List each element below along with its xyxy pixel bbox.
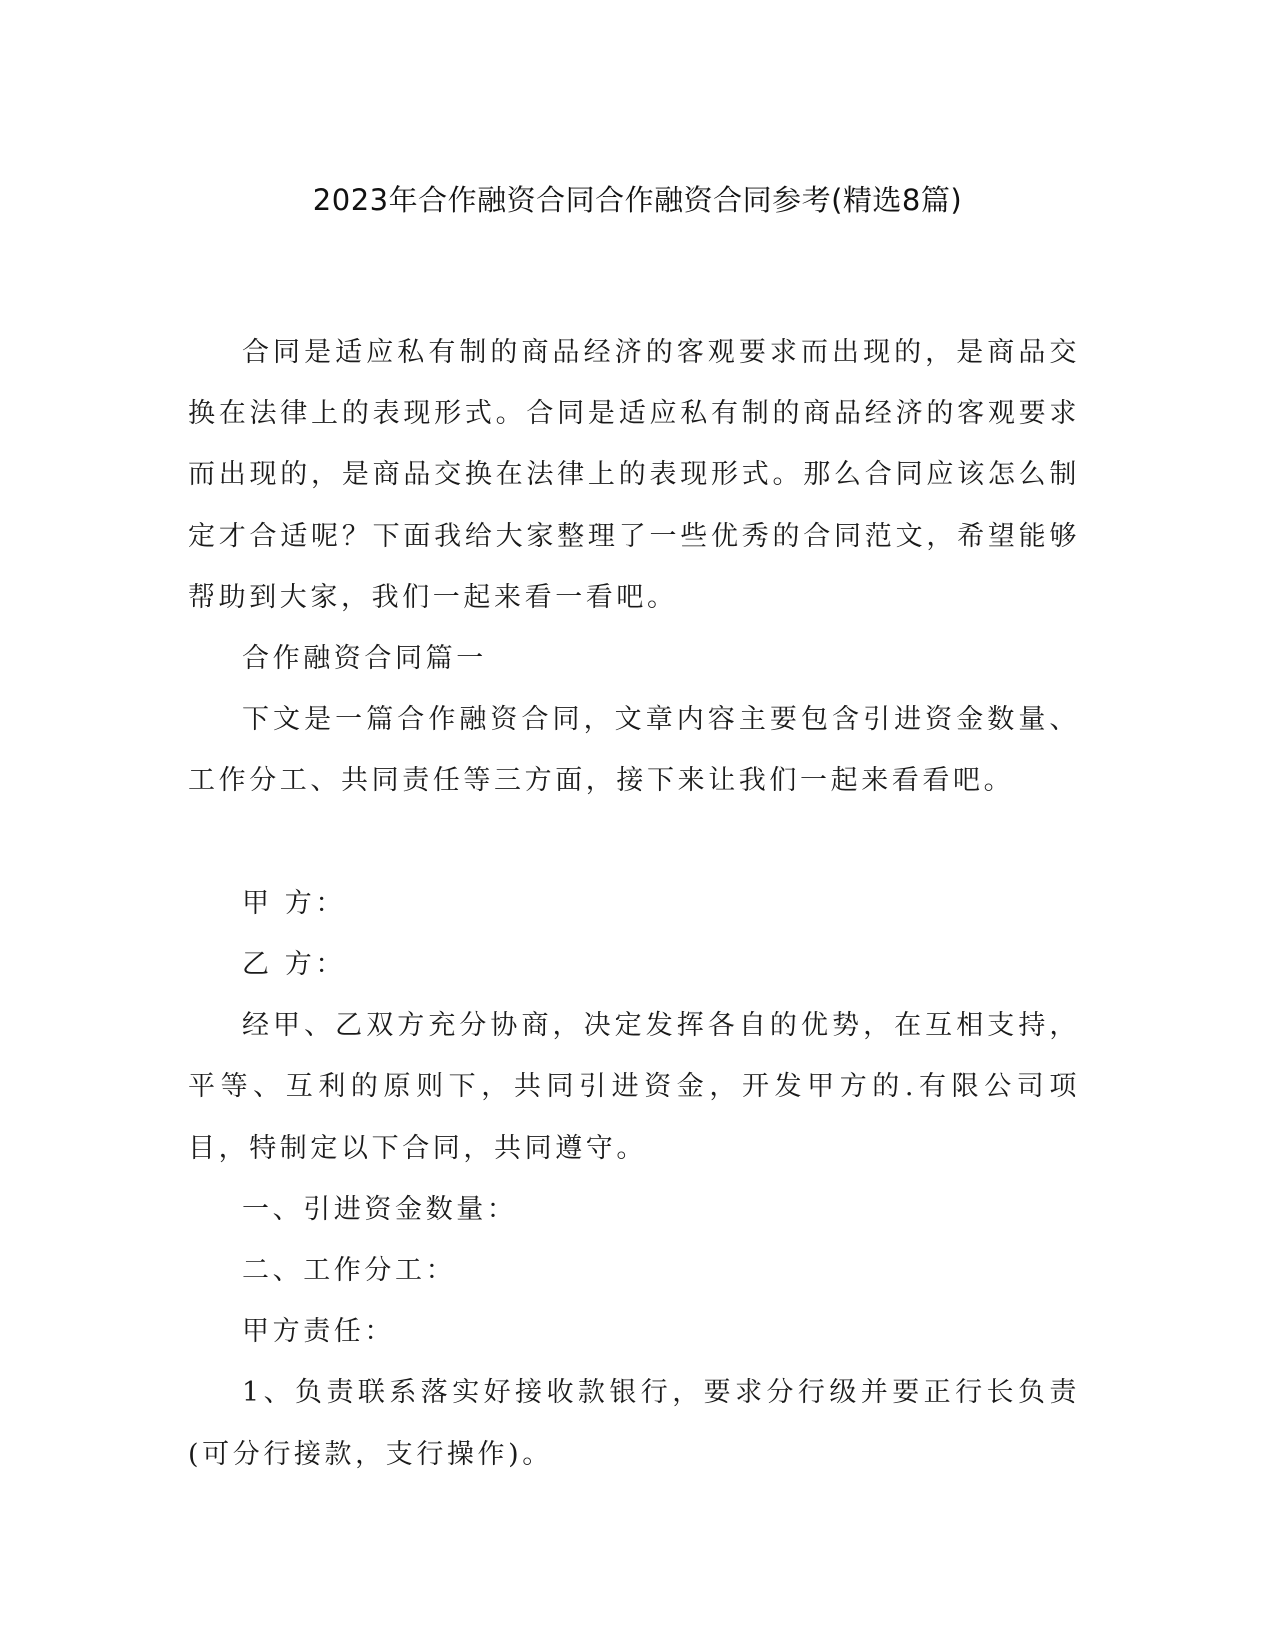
agreement-paragraph: 经甲、乙双方充分协商，决定发挥各自的优势，在互相支持，平等、互利的原则下，共同引进资金，开发甲方的.有限公司项目，特制定以下合同，共同遵守。	[188, 1010, 1080, 1164]
clause-funding-amount: 一、引进资金数量：	[242, 1193, 518, 1225]
intro-paragraph: 合同是适应私有制的商品经济的客观要求而出现的，是商品交换在法律上的表现形式。合同是适应私有制的商品经济的客观要求而出现的，是商品交换在法律上的表现形式。那么合同应该怎么制定才合适呢？下面我给大家整理了一些优秀的合同范文，希望能够帮助到大家，我们一起来看一看吧。	[188, 337, 1080, 613]
responsibility-item-1: 1、负责联系落实好接收款银行，要求分行级并要正行长负责(可分行接款，支行操作)。	[188, 1377, 1080, 1470]
blank-line	[188, 812, 1080, 873]
party-a-responsibility-heading: 甲方责任：	[242, 1316, 395, 1348]
party-a-line: 甲 方：	[242, 887, 346, 919]
clause-work-division: 二、工作分工：	[242, 1255, 457, 1287]
summary-paragraph: 下文是一篇合作融资合同，文章内容主要包含引进资金数量、工作分工、共同责任等三方面，接下来让我们一起来看看吧。	[188, 704, 1080, 797]
party-b-line: 乙 方：	[242, 949, 346, 981]
section-heading-part-one: 合作融资合同篇一	[242, 643, 487, 675]
document-title: 2023年合作融资合同合作融资合同参考(精选8篇)	[312, 183, 963, 217]
document-body	[188, 322, 1080, 1485]
